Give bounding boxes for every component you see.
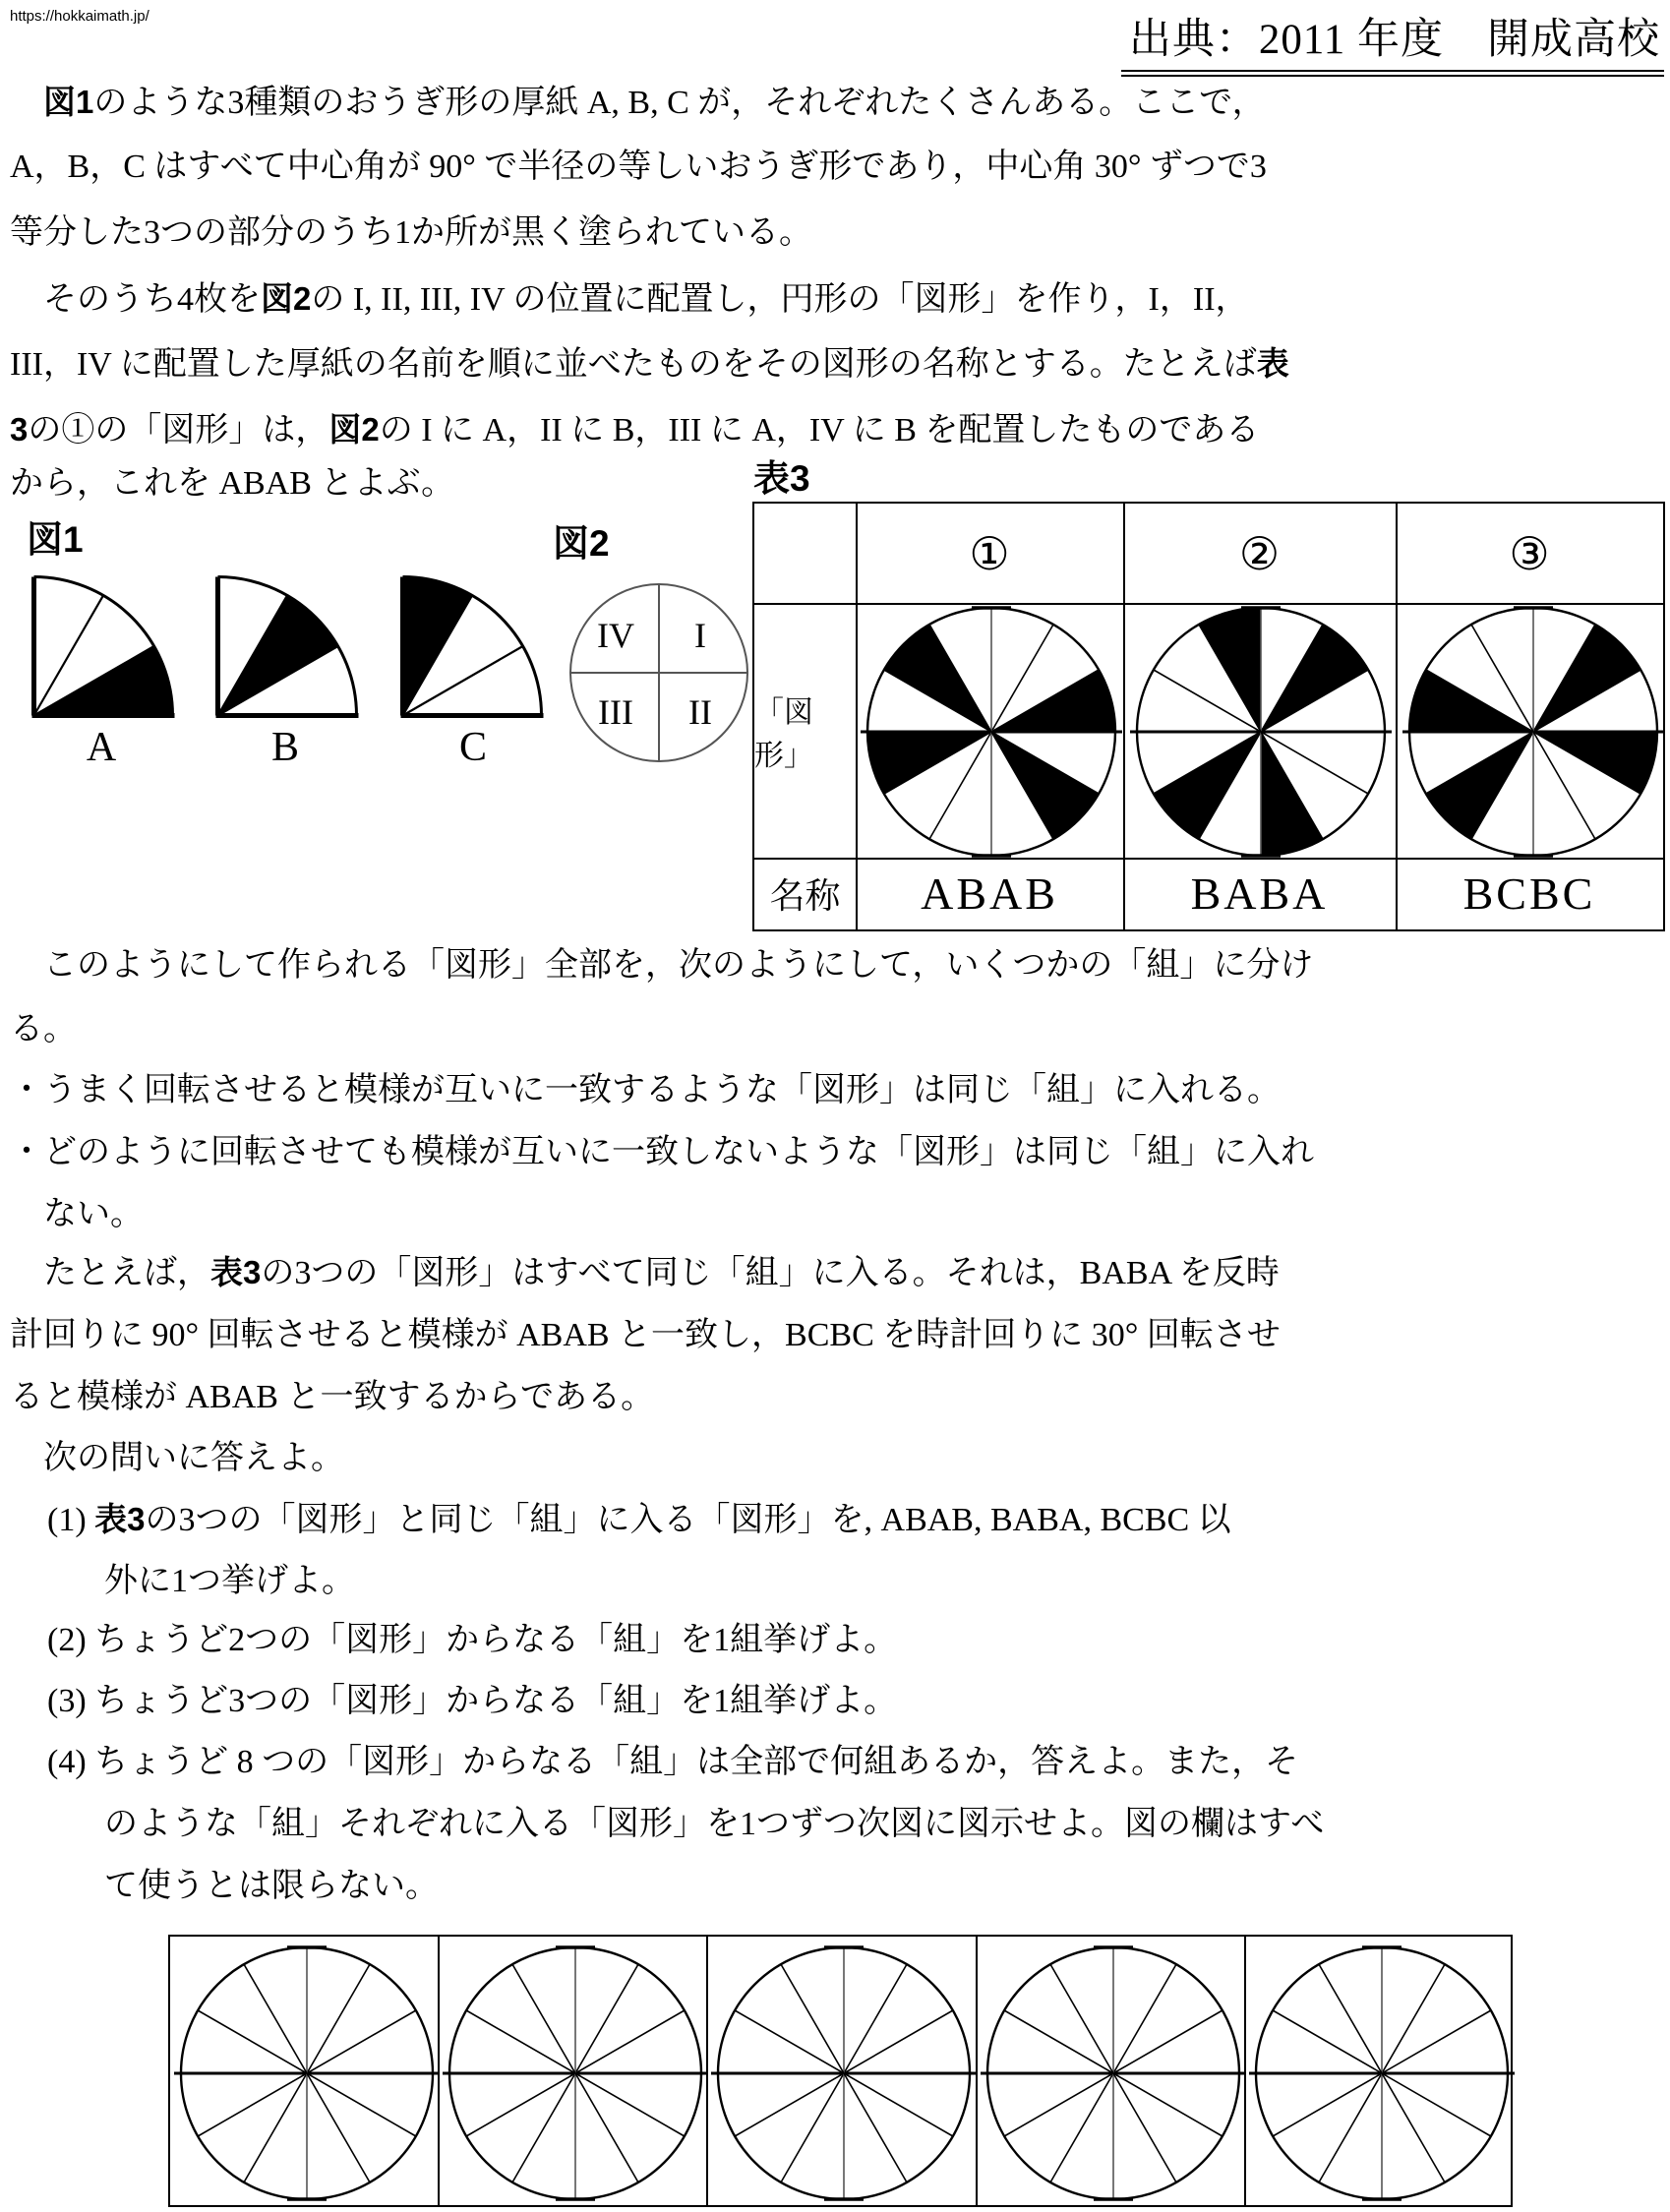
figure-circle-abab: [860, 600, 1123, 864]
figure-name-abab: ABAB: [921, 868, 1058, 919]
figure-name-baba: BABA: [1190, 868, 1329, 919]
problem-text-line: ると模様が ABAB と一致するからである。: [10, 1379, 655, 1415]
quadrant-label-i: I: [694, 616, 706, 655]
quadrant-label-iii: III: [598, 692, 633, 732]
fan-sector-b: [213, 570, 361, 721]
problem-text-line: 次の問いに答えよ。: [10, 1440, 344, 1476]
fig2-position-circle: [567, 580, 751, 765]
question-4-line: のような「組」それぞれに入る「図形」を1つずつ次図に図示せよ。図の欄はすべ: [104, 1806, 1325, 1842]
answer-circle-1: [173, 1940, 441, 2207]
quadrant-label-ii: II: [688, 692, 712, 732]
source-title: 出典：2011 年度 開成高校: [1121, 6, 1664, 77]
sector-c-label: C: [458, 725, 487, 770]
problem-text-line: このようにして作られる「図形」全部を，次のようにして，いくつかの「組」に分け: [10, 947, 1314, 984]
figure-circle-bcbc: [1402, 600, 1665, 864]
question-4-line: (4) ちょうど 8 つの「図形」からなる「組」は全部で何組あるか，答えよ。また，そ: [47, 1744, 1299, 1780]
problem-text-line: III，IV に配置した厚紙の名前を順に並べたものをその図形の名称とする。たとえば表: [10, 345, 1289, 383]
problem-text-line: から，これを ABAB とよぶ。: [10, 465, 455, 502]
table-header-2: ②: [1238, 528, 1281, 579]
problem-text-line: ない。: [43, 1196, 144, 1232]
figure-name-bcbc: BCBC: [1462, 868, 1596, 919]
quadrant-label-iv: IV: [597, 616, 634, 655]
answer-circle-2: [442, 1940, 709, 2207]
answer-circle-3: [710, 1940, 978, 2207]
problem-text-line: たとえば，表3の3つの「図形」はすべて同じ「組」に入る。それは，BABA を反時: [10, 1254, 1280, 1291]
table3: [752, 502, 1665, 931]
problem-text-line: 計回りに 90° 回転させると模様が ABAB と一致し，BCBC を時計回りに 30° 回転させ: [10, 1317, 1281, 1353]
question-4-line: て使うとは限らない。: [104, 1868, 439, 1904]
table3-label: 表3: [753, 458, 810, 499]
problem-text-line: る。: [10, 1011, 77, 1047]
question-2-line: (2) ちょうど2つの「図形」からなる「組」を1組挙げよ。: [47, 1622, 898, 1658]
fan-sector-a: [30, 570, 177, 721]
answer-circle-5: [1248, 1940, 1516, 2207]
question-1-line: (1) 表3の3つの「図形」と同じ「組」に入る「図形」を, ABAB, BABA, BCBC 以: [47, 1501, 1231, 1538]
sector-b-label: B: [270, 725, 299, 770]
answer-grid: [168, 1935, 1513, 2207]
problem-text-line: A，B，C はすべて中心角が 90° で半径の等しいおうぎ形であり，中心角 30° ずつで3: [10, 149, 1267, 185]
sector-a-label: A: [86, 725, 117, 770]
question-3-line: (3) ちょうど3つの「図形」からなる「組」を1組挙げよ。: [47, 1683, 898, 1719]
answer-circle-4: [980, 1940, 1247, 2207]
source-url: https://hokkaimath.jp/: [10, 8, 149, 25]
problem-text-line: そのうち4枚を図2の I, II, III, IV の位置に配置し，円形の「図形」を作り，I，II，: [10, 280, 1249, 318]
table-header-1: ①: [969, 528, 1010, 579]
problem-text-line: ・うまく回転させると模様が互いに一致するような「図形」は同じ「組」に入れる。: [10, 1072, 1281, 1108]
figure-circle-baba: [1129, 600, 1393, 864]
problem-text-line: 等分した3つの部分のうち1か所が黒く塗られている。: [10, 214, 812, 251]
table-header-3: ③: [1509, 528, 1550, 579]
problem-text-line: 図1のような3種類のおうぎ形の厚紙 A, B, C が，それぞれたくさんある。ここで，: [43, 84, 1266, 121]
problem-text-line: ・どのように回転させても模様が互いに一致しないような「図形」は同じ「組」に入れ: [10, 1134, 1314, 1170]
fig2-label: 図2: [553, 523, 610, 564]
figure-row-label: 「図形」: [754, 695, 813, 772]
fig1-label: 図1: [27, 519, 84, 560]
fan-sector-c: [398, 570, 546, 721]
question-1-line: 外に1つ挙げよ。: [104, 1563, 355, 1599]
problem-text-line: 3の①の「図形」は，図2の I に A，II に B，III に A，IV に B を配置したものである: [10, 411, 1260, 448]
name-row-label: 名称: [769, 876, 841, 916]
